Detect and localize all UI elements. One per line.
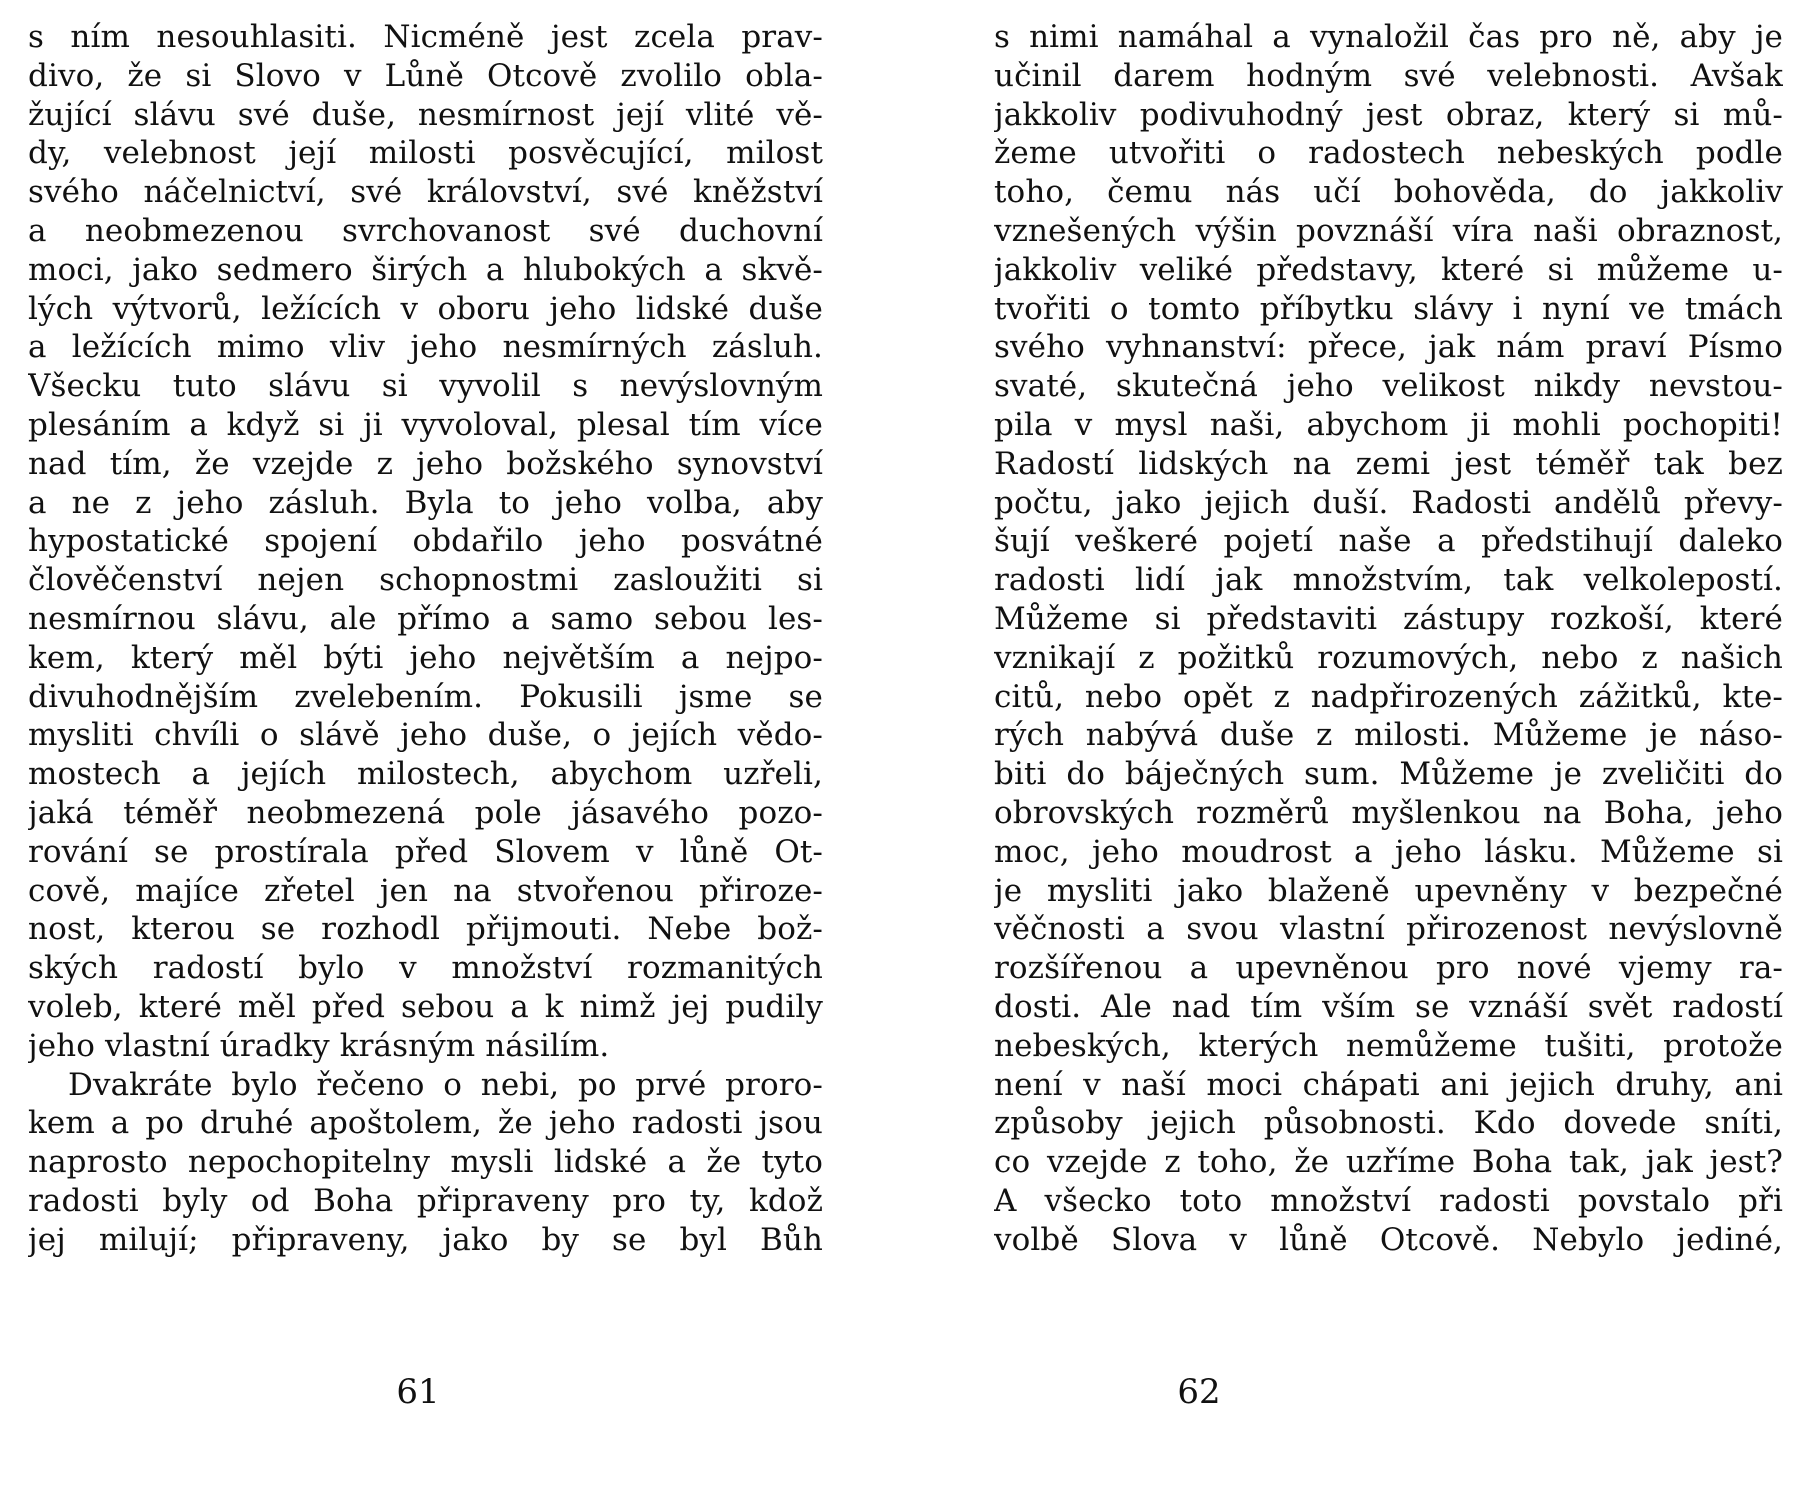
- text-line: jakkoliv podivuhodný jest obraz, který si mů-: [994, 96, 1783, 133]
- text-line: pila v mysl naši, abychom ji mohli pochopiti!: [994, 406, 1783, 443]
- text-line: způsoby jejich působnosti. Kdo dovede sníti,: [994, 1105, 1783, 1142]
- text-line: mostech a jejích milostech, abychom uzřeli,: [28, 756, 823, 793]
- text-line: Můžeme si představiti zástupy rozkoší, které: [994, 600, 1783, 637]
- text-line: počtu, jako jejich duší. Radosti andělů převy-: [994, 484, 1783, 521]
- text-line: s nimi namáhal a vynaložil čas pro ně, aby je: [994, 19, 1783, 55]
- text-line: Všecku tuto slávu si vyvolil s nevýslovným: [28, 368, 823, 405]
- text-line: biti do báječných sum. Můžeme je zveličiti do: [994, 756, 1783, 793]
- text-line: rování se prostírala před Slovem v lůně Ot-: [28, 833, 823, 870]
- text-line: tvořiti o tomto příbytku slávy i nyní ve tmách: [994, 290, 1783, 327]
- text-line: jakkoliv veliké představy, které si můžeme u-: [994, 251, 1783, 288]
- text-line: vznešených výšin povznáší víra naši obraznost,: [994, 212, 1783, 249]
- text-line: nebeských, kterých nemůžeme tušiti, protože: [994, 1027, 1783, 1064]
- text-line: nad tím, že vzejde z jeho božského synovství: [28, 445, 823, 482]
- text-line: divo, že si Slovo v Lůně Otcově zvolilo obla-: [28, 57, 823, 94]
- text-line: radosti byly od Boha připraveny pro ty, kdož: [28, 1182, 823, 1219]
- text-line: je mysliti jako blaženě upevněny v bezpečné: [994, 872, 1783, 909]
- text-line: moc, jeho moudrost a jeho lásku. Můžeme si: [994, 833, 1783, 870]
- page-number: 61: [396, 1372, 440, 1412]
- text-line: lých výtvorů, ležících v oboru jeho lidské duše: [28, 290, 823, 327]
- text-line: a ne z jeho zásluh. Byla to jeho volba, aby: [28, 484, 823, 521]
- paragraph-start-line: Dvakráte bylo řečeno o nebi, po prvé proro-: [68, 1066, 823, 1103]
- text-line: žeme utvořiti o radostech nebeských podle: [994, 135, 1783, 172]
- text-line: dy, velebnost její milosti posvěcující, milost: [28, 135, 823, 172]
- text-line: voleb, které měl před sebou a k nimž jej pudily: [28, 988, 823, 1025]
- text-line: vznikají z požitků rozumových, nebo z našich: [994, 639, 1783, 676]
- text-line: svého vyhnanství: přece, jak nám praví Písmo: [994, 329, 1783, 366]
- left-page: [28, 0, 823, 1500]
- text-line: jaká téměř neobmezená pole jásavého pozo-: [28, 794, 823, 831]
- right-page: [994, 0, 1783, 1500]
- right-page-text: [994, 18, 1783, 1260]
- text-line: citů, nebo opět z nadpřirozených zážitků, kte-: [994, 678, 1783, 715]
- text-line: radosti lidí jak množstvím, tak velkolepostí.: [994, 562, 1783, 599]
- page-number: 62: [1177, 1372, 1221, 1412]
- text-line: naprosto nepochopitelny mysli lidské a že tyto: [28, 1144, 823, 1181]
- text-line: toho, čemu nás učí bohověda, do jakkoliv: [994, 174, 1783, 211]
- text-line: a ležících mimo vliv jeho nesmírných zásluh.: [28, 329, 823, 366]
- text-line: plesáním a když si ji vyvoloval, plesal tím více: [28, 406, 823, 443]
- text-line: cově, majíce zřetel jen na stvořenou přiroze-: [28, 872, 823, 909]
- text-line: žující slávu své duše, nesmírnost její vlité vě-: [28, 96, 823, 133]
- text-line: co vzejde z toho, že uzříme Boha tak, jak jest?: [994, 1144, 1783, 1181]
- text-line: kem, který měl býti jeho největším a nejpo-: [28, 639, 823, 676]
- text-line: A všecko toto množství radosti povstalo při: [994, 1182, 1783, 1219]
- text-line: šují veškeré pojetí naše a předstihují daleko: [994, 523, 1783, 560]
- text-line: s ním nesouhlasiti. Nicméně jest zcela prav-: [28, 19, 823, 55]
- text-line: hypostatické spojení obdařilo jeho posvátné: [28, 523, 823, 560]
- text-line: věčnosti a svou vlastní přirozenost nevýslovně: [994, 911, 1783, 948]
- text-line: Radostí lidských na zemi jest téměř tak bez: [994, 445, 1783, 482]
- text-line: učinil darem hodným své velebnosti. Avšak: [994, 57, 1783, 94]
- text-line: svaté, skutečná jeho velikost nikdy nevstou-: [994, 368, 1783, 405]
- text-line: jej milují; připraveny, jako by se byl Bůh: [28, 1221, 823, 1258]
- text-line: divuhodnějším zvelebením. Pokusili jsme se: [28, 678, 823, 715]
- paragraph-end-line: jeho vlastní úradky krásným násilím.: [28, 1027, 610, 1064]
- text-line: mysliti chvíli o slávě jeho duše, o jejích vědo-: [28, 717, 823, 754]
- text-line: rých nabývá duše z milosti. Můžeme je náso-: [994, 717, 1783, 754]
- text-line: rozšířenou a upevněnou pro nové vjemy ra-: [994, 950, 1783, 987]
- text-line: není v naší moci chápati ani jejich druhy, ani: [994, 1066, 1783, 1103]
- text-line: nesmírnou slávu, ale přímo a samo sebou les-: [28, 600, 823, 637]
- text-line: svého náčelnictví, své království, své kněžství: [28, 174, 823, 211]
- text-line: kem a po druhé apoštolem, že jeho radosti jsou: [28, 1105, 823, 1142]
- left-page-text: [28, 18, 823, 1260]
- text-line: nost, kterou se rozhodl přijmouti. Nebe bož-: [28, 911, 823, 948]
- text-line: volbě Slova v lůně Otcově. Nebylo jediné,: [994, 1221, 1783, 1258]
- text-line: a neobmezenou svrchovanost své duchovní: [28, 212, 823, 249]
- text-line: člověčenství nejen schopnostmi zasloužiti si: [28, 562, 823, 599]
- text-line: ských radostí bylo v množství rozmanitých: [28, 950, 823, 987]
- text-line: obrovských rozměrů myšlenkou na Boha, jeho: [994, 794, 1783, 831]
- text-line: dosti. Ale nad tím vším se vznáší svět radostí: [994, 988, 1783, 1025]
- text-line: moci, jako sedmero širých a hlubokých a skvě-: [28, 251, 823, 288]
